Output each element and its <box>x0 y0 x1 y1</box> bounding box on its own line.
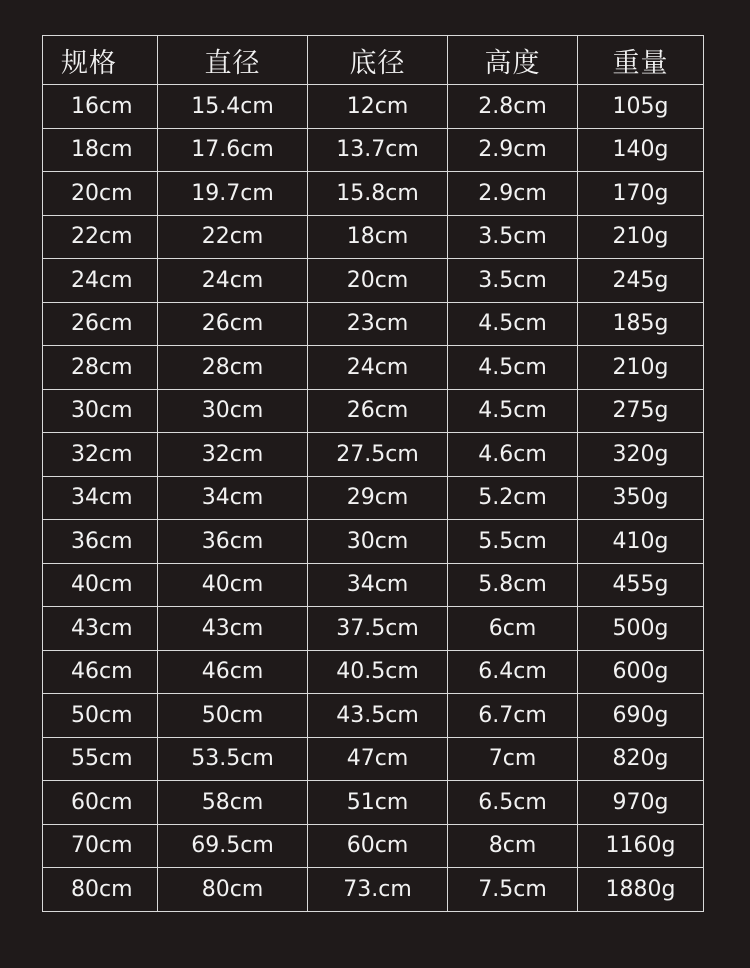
cell-height: 8cm <box>448 824 578 868</box>
cell-diameter: 80cm <box>158 868 308 912</box>
cell-weight: 820g <box>578 737 704 781</box>
cell-spec: 30cm <box>43 389 158 433</box>
cell-weight: 170g <box>578 172 704 216</box>
cell-diameter: 15.4cm <box>158 85 308 129</box>
cell-weight: 410g <box>578 520 704 564</box>
cell-diameter: 32cm <box>158 433 308 477</box>
cell-base-diameter: 60cm <box>308 824 448 868</box>
cell-base-diameter: 30cm <box>308 520 448 564</box>
table-header-row <box>43 36 704 85</box>
cell-weight: 210g <box>578 346 704 390</box>
table-row <box>43 824 704 868</box>
cell-diameter: 17.6cm <box>158 128 308 172</box>
cell-base-diameter: 40.5cm <box>308 650 448 694</box>
cell-weight: 320g <box>578 433 704 477</box>
cell-spec: 24cm <box>43 259 158 303</box>
table-row <box>43 85 704 129</box>
table-body <box>43 85 704 912</box>
cell-diameter: 22cm <box>158 215 308 259</box>
header-base-diameter: 底径 <box>308 36 448 85</box>
table-row <box>43 215 704 259</box>
cell-spec: 26cm <box>43 302 158 346</box>
cell-base-diameter: 13.7cm <box>308 128 448 172</box>
cell-height: 6.4cm <box>448 650 578 694</box>
cell-base-diameter: 27.5cm <box>308 433 448 477</box>
table-row <box>43 172 704 216</box>
cell-weight: 1160g <box>578 824 704 868</box>
table-row <box>43 259 704 303</box>
cell-diameter: 46cm <box>158 650 308 694</box>
table-row <box>43 737 704 781</box>
cell-height: 6.5cm <box>448 781 578 825</box>
cell-height: 2.9cm <box>448 128 578 172</box>
cell-base-diameter: 43.5cm <box>308 694 448 738</box>
cell-diameter: 26cm <box>158 302 308 346</box>
cell-base-diameter: 26cm <box>308 389 448 433</box>
cell-height: 2.8cm <box>448 85 578 129</box>
cell-weight: 140g <box>578 128 704 172</box>
cell-diameter: 34cm <box>158 476 308 520</box>
cell-weight: 275g <box>578 389 704 433</box>
table-row <box>43 476 704 520</box>
cell-base-diameter: 12cm <box>308 85 448 129</box>
cell-diameter: 30cm <box>158 389 308 433</box>
cell-spec: 32cm <box>43 433 158 477</box>
cell-base-diameter: 29cm <box>308 476 448 520</box>
cell-weight: 105g <box>578 85 704 129</box>
table-row <box>43 868 704 912</box>
table-row <box>43 650 704 694</box>
table-row <box>43 389 704 433</box>
cell-base-diameter: 24cm <box>308 346 448 390</box>
table-row <box>43 563 704 607</box>
cell-base-diameter: 18cm <box>308 215 448 259</box>
cell-base-diameter: 73.cm <box>308 868 448 912</box>
cell-height: 3.5cm <box>448 215 578 259</box>
cell-base-diameter: 15.8cm <box>308 172 448 216</box>
cell-spec: 22cm <box>43 215 158 259</box>
cell-weight: 970g <box>578 781 704 825</box>
cell-height: 6.7cm <box>448 694 578 738</box>
cell-diameter: 69.5cm <box>158 824 308 868</box>
cell-diameter: 43cm <box>158 607 308 651</box>
cell-height: 7.5cm <box>448 868 578 912</box>
cell-spec: 80cm <box>43 868 158 912</box>
cell-spec: 34cm <box>43 476 158 520</box>
cell-height: 6cm <box>448 607 578 651</box>
cell-height: 5.8cm <box>448 563 578 607</box>
cell-diameter: 40cm <box>158 563 308 607</box>
cell-weight: 455g <box>578 563 704 607</box>
cell-weight: 185g <box>578 302 704 346</box>
cell-diameter: 50cm <box>158 694 308 738</box>
table-row <box>43 607 704 651</box>
cell-height: 7cm <box>448 737 578 781</box>
cell-spec: 60cm <box>43 781 158 825</box>
cell-height: 4.5cm <box>448 389 578 433</box>
cell-base-diameter: 34cm <box>308 563 448 607</box>
cell-height: 3.5cm <box>448 259 578 303</box>
cell-weight: 690g <box>578 694 704 738</box>
header-spec: 规格 <box>43 36 158 85</box>
cell-spec: 18cm <box>43 128 158 172</box>
cell-diameter: 53.5cm <box>158 737 308 781</box>
cell-spec: 36cm <box>43 520 158 564</box>
cell-base-diameter: 37.5cm <box>308 607 448 651</box>
cell-weight: 350g <box>578 476 704 520</box>
cell-weight: 245g <box>578 259 704 303</box>
table-row <box>43 346 704 390</box>
cell-weight: 600g <box>578 650 704 694</box>
cell-diameter: 24cm <box>158 259 308 303</box>
size-spec-table <box>42 35 704 912</box>
cell-base-diameter: 51cm <box>308 781 448 825</box>
cell-spec: 20cm <box>43 172 158 216</box>
cell-base-diameter: 47cm <box>308 737 448 781</box>
header-height: 高度 <box>448 36 578 85</box>
table-row <box>43 694 704 738</box>
cell-height: 4.6cm <box>448 433 578 477</box>
cell-diameter: 36cm <box>158 520 308 564</box>
cell-diameter: 28cm <box>158 346 308 390</box>
header-diameter: 直径 <box>158 36 308 85</box>
cell-spec: 50cm <box>43 694 158 738</box>
cell-base-diameter: 23cm <box>308 302 448 346</box>
header-weight: 重量 <box>578 36 704 85</box>
cell-spec: 70cm <box>43 824 158 868</box>
cell-base-diameter: 20cm <box>308 259 448 303</box>
cell-spec: 40cm <box>43 563 158 607</box>
table-row <box>43 302 704 346</box>
cell-spec: 16cm <box>43 85 158 129</box>
cell-weight: 210g <box>578 215 704 259</box>
cell-height: 5.2cm <box>448 476 578 520</box>
cell-height: 4.5cm <box>448 302 578 346</box>
table-row <box>43 781 704 825</box>
cell-weight: 500g <box>578 607 704 651</box>
table-row <box>43 128 704 172</box>
cell-spec: 43cm <box>43 607 158 651</box>
cell-height: 2.9cm <box>448 172 578 216</box>
table-row <box>43 433 704 477</box>
cell-weight: 1880g <box>578 868 704 912</box>
table-row <box>43 520 704 564</box>
cell-height: 5.5cm <box>448 520 578 564</box>
cell-diameter: 19.7cm <box>158 172 308 216</box>
cell-spec: 55cm <box>43 737 158 781</box>
cell-diameter: 58cm <box>158 781 308 825</box>
cell-height: 4.5cm <box>448 346 578 390</box>
cell-spec: 46cm <box>43 650 158 694</box>
cell-spec: 28cm <box>43 346 158 390</box>
